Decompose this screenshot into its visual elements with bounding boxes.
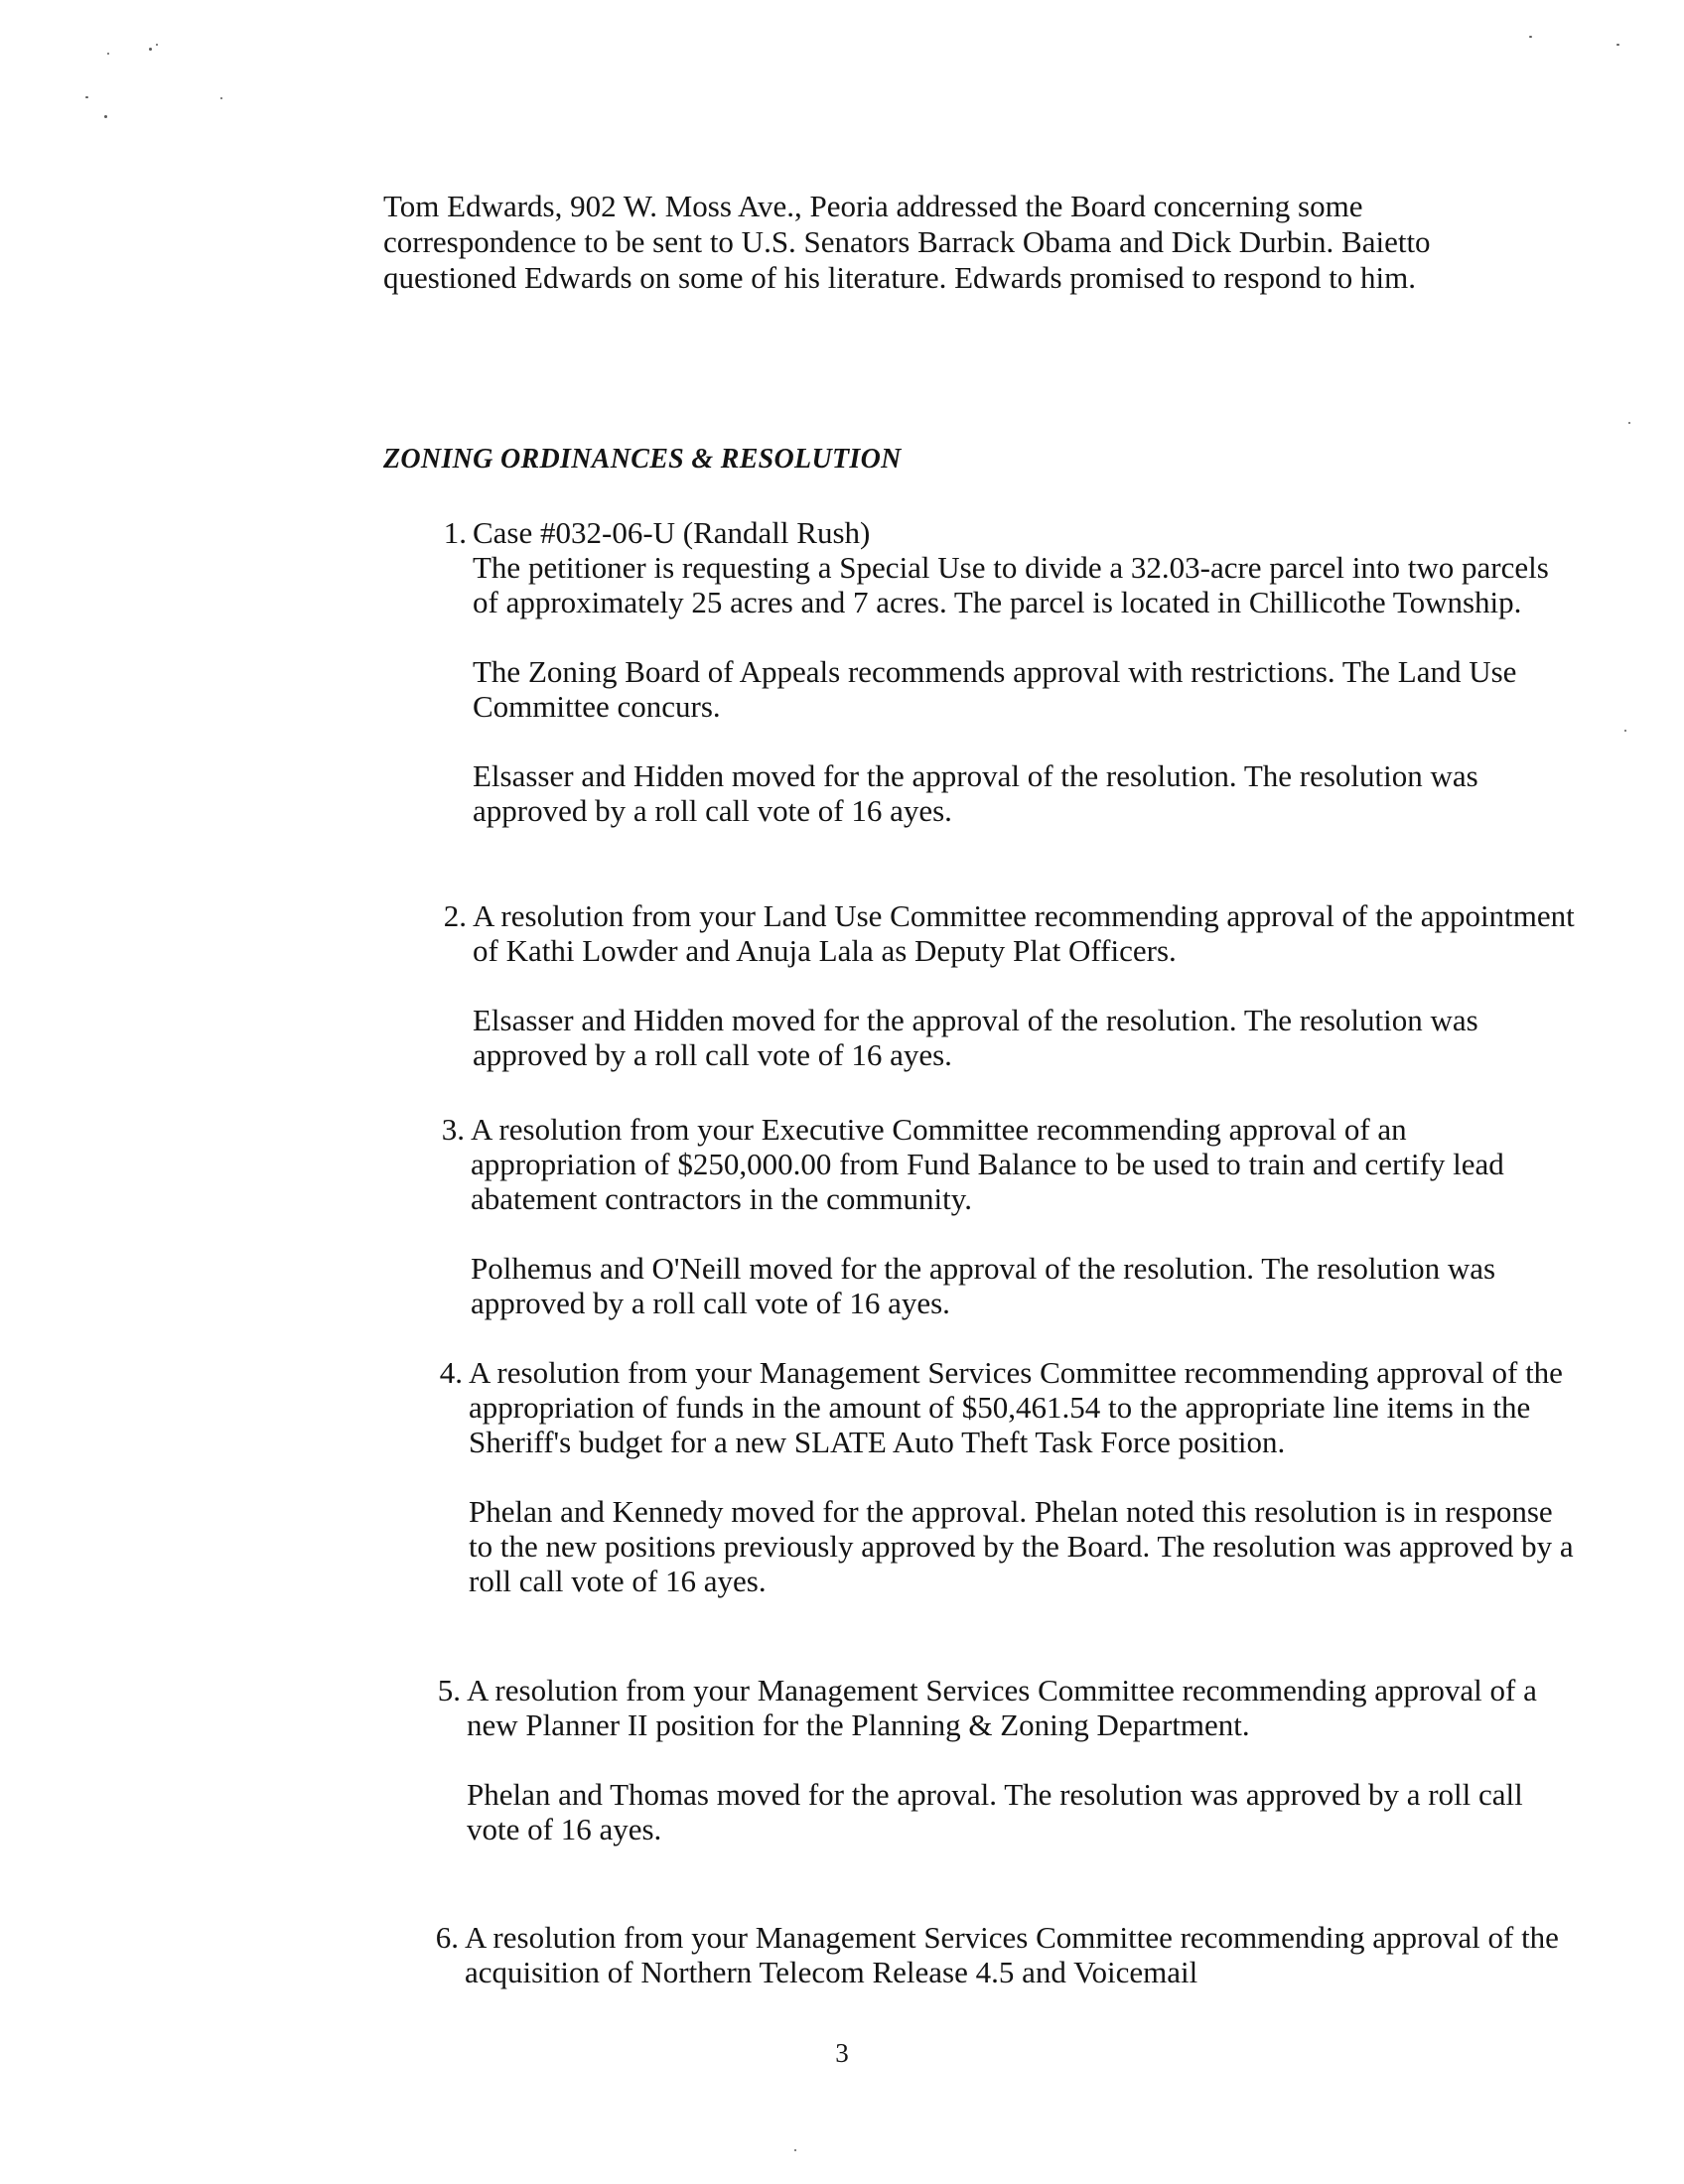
item-text: A resolution from your Management Services Committee recommending approval of a new Planner II position for the Planning & Zoning Department. bbox=[467, 1673, 1537, 1742]
item-text: The petitioner is requesting a Special Use to divide a 32.03-acre parcel into two parcels of approximately 25 acres and 7 acres. The parcel is located in Chillicothe Township. bbox=[473, 550, 1549, 619]
resolution-item-5 bbox=[437, 1673, 1574, 1846]
item-number: 5. bbox=[437, 1673, 461, 1707]
scan-speck bbox=[1624, 730, 1626, 732]
item-recommendation: The Zoning Board of Appeals recommends approval with restrictions. The Land Use Committee concurs. bbox=[473, 654, 1517, 724]
item-number: 6. bbox=[435, 1920, 459, 1955]
item-action: Phelan and Kennedy moved for the approval. Phelan noted this resolution is in response to the new positions previously approved by the Board. The resolution was approved by a roll call vote of 16 ayes. bbox=[469, 1494, 1574, 1598]
scan-speck bbox=[149, 48, 152, 51]
resolution-item-2 bbox=[443, 898, 1580, 1072]
scan-speck bbox=[1616, 44, 1619, 46]
resolution-item-1 bbox=[443, 515, 1580, 828]
case-title: Case #032-06-U (Randall Rush) bbox=[473, 515, 871, 550]
item-action: Elsasser and Hidden moved for the approval of the resolution. The resolution was approved by a roll call vote of 16 ayes. bbox=[473, 758, 1478, 828]
resolution-item-3 bbox=[441, 1112, 1578, 1320]
item-text: A resolution from your Management Services Committee recommending approval of the appropriation of funds in the amount of $50,461.54 to the appropriate line items in the Sheriff's budget for a new SLATE Auto Theft Task Force position. bbox=[469, 1355, 1563, 1459]
scan-speck bbox=[107, 53, 109, 55]
scan-speck bbox=[220, 97, 222, 99]
item-action: Elsasser and Hidden moved for the approval of the resolution. The resolution was approved by a roll call vote of 16 ayes. bbox=[473, 1003, 1478, 1072]
scan-speck bbox=[1628, 422, 1630, 424]
section-heading: ZONING ORDINANCES & RESOLUTION bbox=[383, 444, 902, 475]
item-text: A resolution from your Land Use Committee recommending approval of the appointment of Kathi Lowder and Anuja Lala as Deputy Plat Officers. bbox=[473, 898, 1575, 968]
item-text: A resolution from your Executive Committee recommending approval of an appropriation of $250,000.00 from Fund Balance to be used to train and certify lead abatement contractors in the community. bbox=[471, 1112, 1504, 1216]
page-number: 3 bbox=[835, 2038, 849, 2068]
scan-speck bbox=[794, 2149, 796, 2151]
scan-speck bbox=[104, 115, 107, 118]
scan-speck bbox=[156, 44, 158, 46]
resolution-item-6 bbox=[435, 1920, 1572, 1989]
item-number: 1. bbox=[443, 515, 467, 550]
item-number: 3. bbox=[441, 1112, 465, 1147]
resolution-item-4 bbox=[439, 1355, 1576, 1598]
intro-paragraph: Tom Edwards, 902 W. Moss Ave., Peoria addressed the Board concerning some correspondence to be sent to U.S. Senators Barrack Obama and Dick Durbin. Baietto questioned Edwards on some of his literature. Edwards promised to respond to him. bbox=[383, 189, 1431, 295]
item-number: 4. bbox=[439, 1355, 463, 1390]
item-text: A resolution from your Management Services Committee recommending approval of the acquisition of Northern Telecom Release 4.5 and Voicemail bbox=[465, 1920, 1559, 1989]
item-number: 2. bbox=[443, 898, 467, 933]
scan-speck bbox=[1529, 36, 1532, 38]
scan-speck bbox=[85, 96, 88, 98]
item-action: Phelan and Thomas moved for the aproval. The resolution was approved by a roll call vote of 16 ayes. bbox=[467, 1777, 1523, 1846]
item-action: Polhemus and O'Neill moved for the approval of the resolution. The resolution was approved by a roll call vote of 16 ayes. bbox=[471, 1251, 1496, 1320]
